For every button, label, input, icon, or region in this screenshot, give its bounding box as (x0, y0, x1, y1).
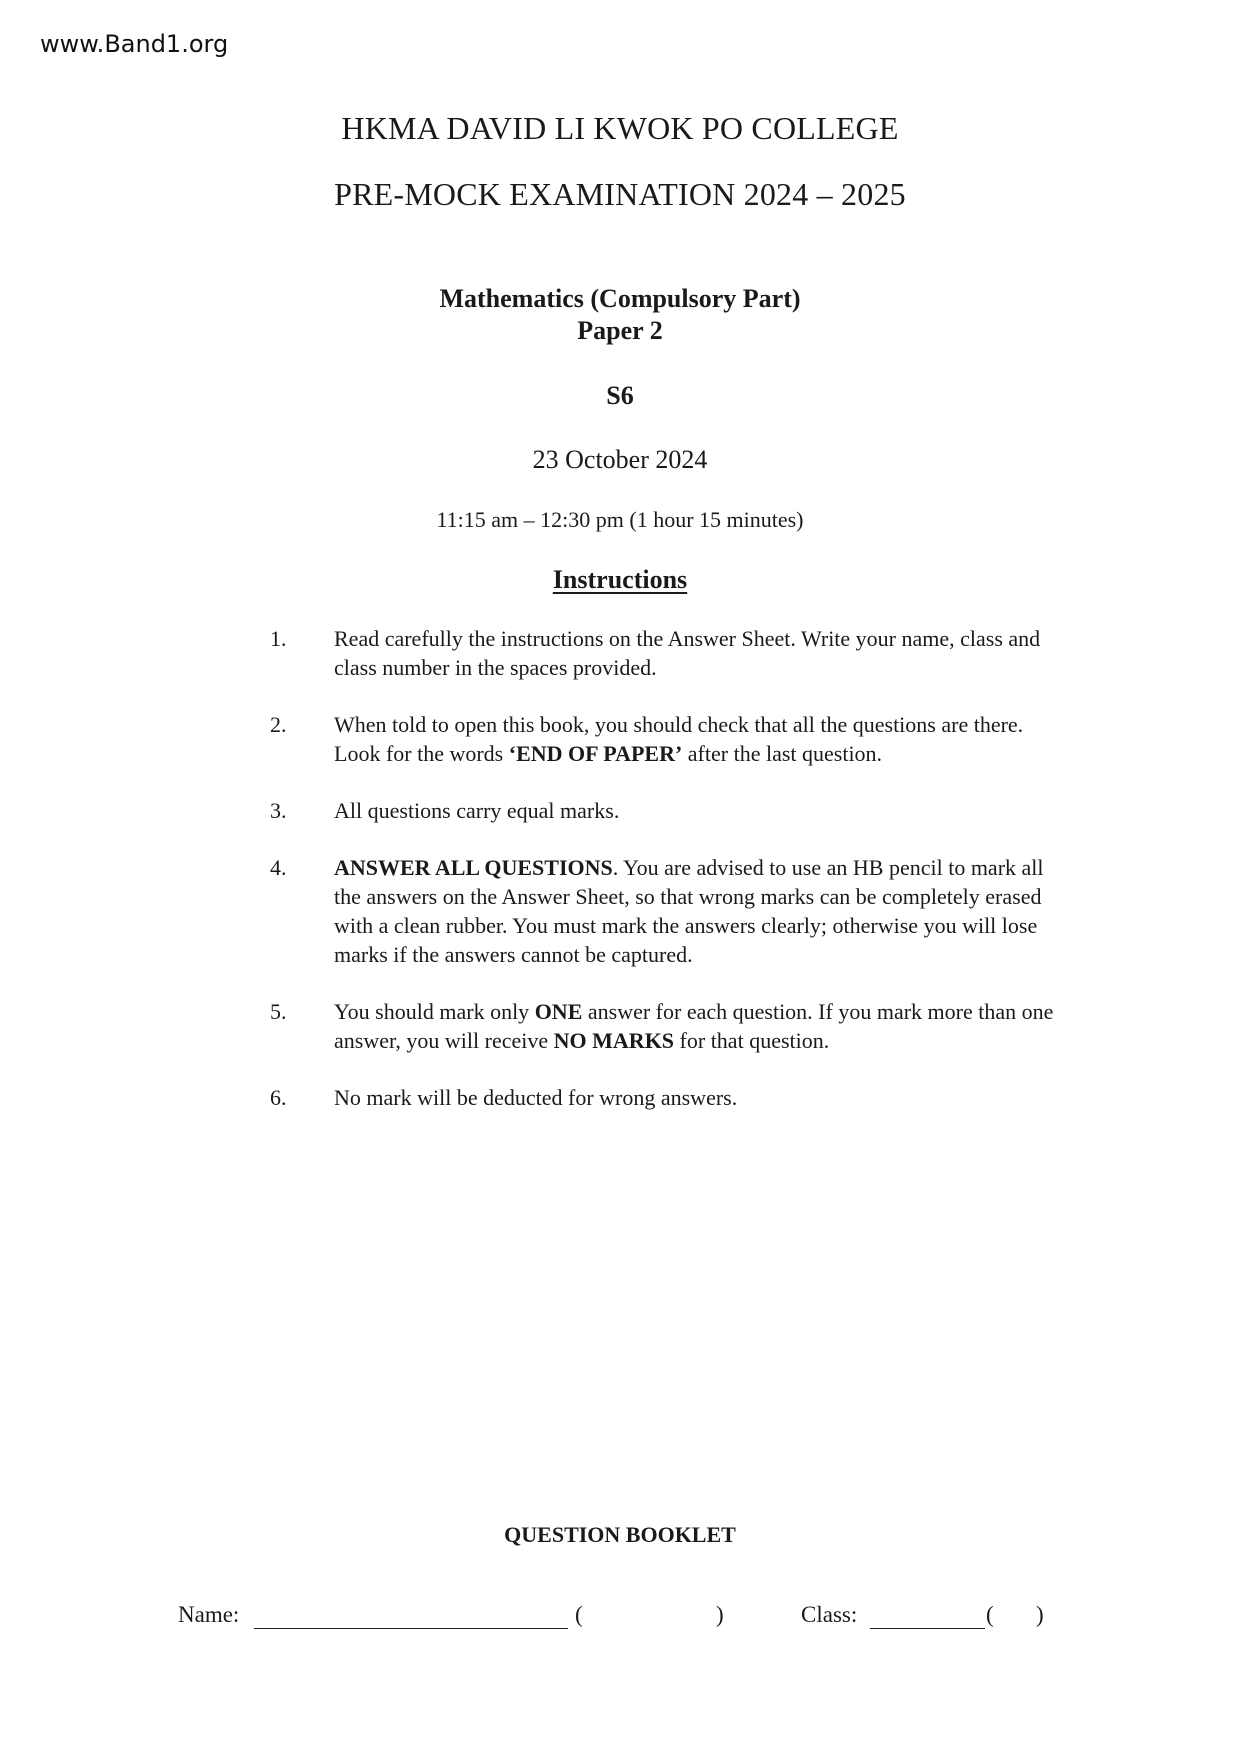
instruction-item (270, 997, 1060, 1055)
instruction-number: 2. (270, 712, 287, 737)
class-field[interactable] (870, 1602, 985, 1629)
instruction-item (270, 853, 1060, 969)
exam-date: 23 October 2024 (532, 445, 708, 474)
instruction-text (334, 624, 1060, 682)
instruction-emphasis: NO MARKS (553, 1028, 675, 1053)
instruction-emphasis: ‘END OF PAPER’ (508, 741, 683, 766)
instruction-item (270, 710, 1060, 768)
instruction-text-part: answer for each question. If you mark more than one answer, you will receive (334, 999, 1054, 1053)
instruction-number: 5. (270, 999, 287, 1024)
class-no-field[interactable] (1000, 1602, 1028, 1628)
paper-number: Paper 2 (577, 316, 663, 345)
instruction-emphasis: ONE (534, 999, 583, 1024)
instruction-item (270, 624, 1060, 682)
instructions-list (270, 624, 1060, 1140)
exam-title: PRE-MOCK EXAMINATION 2024 – 2025 (334, 176, 906, 212)
exam-time: 11:15 am – 12:30 pm (1 hour 15 minutes) (436, 507, 804, 532)
instruction-text-part: for that question. (674, 1028, 830, 1053)
instruction-text (334, 1083, 1060, 1112)
instruction-text-part: Read carefully the instructions on the Answer Sheet. Write your name, class and class number in the spaces provided. (334, 626, 1041, 680)
class-label: Class: (801, 1602, 858, 1627)
class-number-open-paren: ( (575, 1602, 583, 1627)
college-name: HKMA DAVID LI KWOK PO COLLEGE (341, 110, 899, 146)
instruction-text (334, 997, 1060, 1055)
instruction-text-part: All questions carry equal marks. (334, 798, 620, 823)
level: S6 (606, 381, 634, 410)
instruction-text (334, 796, 1060, 825)
name-field[interactable] (254, 1602, 568, 1629)
instruction-number: 4. (270, 855, 287, 880)
instruction-emphasis: ANSWER ALL QUESTIONS (334, 855, 613, 880)
instruction-text (334, 853, 1060, 969)
instruction-item (270, 796, 1060, 825)
watermark: www.Band1.org (40, 30, 229, 58)
class-number-close-paren: ) (716, 1602, 724, 1627)
instruction-text-part: No mark will be deducted for wrong answers. (334, 1085, 738, 1110)
instructions-heading: Instructions (552, 565, 688, 594)
instruction-number: 3. (270, 798, 287, 823)
class-number-field[interactable] (590, 1602, 698, 1628)
class-close-paren: ) (1036, 1602, 1044, 1627)
class-open-paren: ( (986, 1602, 994, 1627)
instruction-item (270, 1083, 1060, 1112)
instruction-text-part: . You are advised to use an HB pencil to mark all the answers on the Answer Sheet, so that wrong marks can be completely erased with a clean rubber. You must mark the answers clearly; otherwise you will lose marks if the answers cannot be captured. (334, 855, 1044, 967)
instruction-number: 1. (270, 626, 287, 651)
name-label: Name: (178, 1602, 240, 1627)
subject-title: Mathematics (Compulsory Part) (439, 284, 801, 313)
instruction-text-part: When told to open this book, you should check that all the questions are there. Look for the words (334, 712, 1024, 766)
instruction-text (334, 710, 1060, 768)
instruction-number: 6. (270, 1085, 287, 1110)
instruction-text-part: after the last question. (682, 741, 883, 766)
question-booklet-label: QUESTION BOOKLET (504, 1522, 736, 1547)
instruction-text-part: You should mark only (334, 999, 535, 1024)
